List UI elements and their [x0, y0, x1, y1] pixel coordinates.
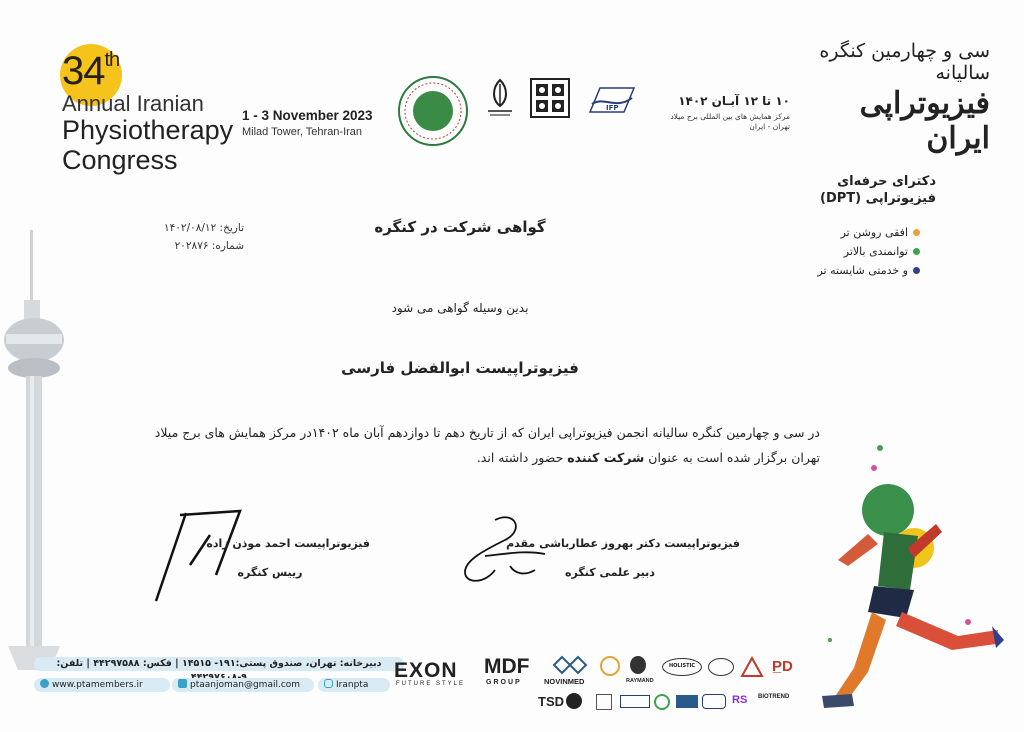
exon-tagline: FUTURE STYLE — [396, 681, 466, 687]
milad-tower-illustration — [0, 230, 80, 670]
biotrend-logo: BIOTREND — [758, 694, 790, 700]
ifp-logo — [586, 82, 638, 116]
dpt-heading — [790, 174, 936, 208]
svg-text:IFP: IFP — [606, 104, 619, 112]
bullet-label: و خدمتی شایسته تر — [817, 264, 908, 277]
certificate-paragraph — [120, 420, 820, 470]
tsd-logo: TSD — [538, 694, 564, 709]
dpt-bullet-1 — [790, 226, 920, 239]
president-name: فیزیوتراپیست احمد موذن زاده — [206, 537, 370, 550]
persian-title-line1: سی و چهارمین کنگره سالیانه — [819, 40, 990, 84]
blue-block-logo-icon — [676, 695, 698, 708]
paragraph-line1: در سی و چهارمین کنگره سالیانه انجمن فیزیوتراپی ایران که از تاریخ دهم تا دوازدهم آبان ماه ۱۴۰۲در مرکز همایش های برج میلاد — [154, 425, 820, 440]
raymand-logo-icon — [630, 656, 646, 674]
rs-logo: RS — [732, 694, 748, 706]
footer-address-bar: دبیرخانه: تهران، صندوق پستی:۱۹۱- ۱۴۵۱۵ | فکس: ۴۴۲۹۷۵۸۸ | تلفن: — [34, 657, 404, 671]
participant-name: فیزیوتراپیست ابوالفضل فارسی — [341, 359, 579, 377]
runner-illustration — [818, 440, 1008, 730]
website-link[interactable] — [34, 678, 170, 692]
certificate-number: شماره: ۲۰۲۸۷۶ — [174, 240, 244, 252]
aq-logo-icon — [702, 694, 726, 709]
novinmed-label: NOVINMED — [544, 677, 585, 686]
dpt-bullet-3 — [790, 264, 920, 277]
mdf-logo: MDF — [484, 655, 530, 678]
society-grid-logo — [530, 78, 570, 118]
scientific-secretary-signature — [455, 510, 550, 590]
orange-dot-icon — [913, 229, 920, 236]
triangle-logo-icon — [740, 656, 764, 678]
persian-title-line2: فیزیوتراپی ایران — [859, 86, 990, 156]
persian-congress-title — [800, 40, 990, 156]
mail-icon — [178, 679, 187, 688]
dpt-bullet-2 — [790, 245, 920, 258]
holistic-logo: HOLISTIC — [662, 658, 702, 676]
persian-venue — [660, 112, 790, 132]
green-dot-icon — [913, 248, 920, 255]
congress-venue: Milad Tower, Tehran-Iran — [242, 126, 363, 138]
congress-dates: 1 - 3 November 2023 — [242, 108, 373, 123]
congress-number: 34th — [62, 49, 120, 93]
ispt-logo-icon — [620, 695, 650, 708]
association-ring-icon — [400, 78, 466, 144]
header-line1: Annual Iranian — [62, 91, 204, 116]
header-line3: Congress — [62, 145, 178, 175]
mdf-group-label: GROUP — [486, 679, 522, 686]
president-role: رییس کنگره — [237, 566, 303, 579]
certificate-title: گواهی شرکت در کنگره — [374, 218, 546, 236]
globe-icon — [40, 679, 49, 688]
dpt-line2: فیزیوتراپی (DPT) — [819, 190, 936, 206]
email-link[interactable] — [172, 678, 314, 692]
bullet-label: افقی روشن تر — [840, 226, 908, 239]
instagram-link[interactable] — [318, 678, 390, 692]
physiotherapy-association-logo — [398, 76, 468, 146]
dpt-line1: دکترای حرفه‌ای — [837, 174, 936, 189]
ministry-of-health-logo — [484, 76, 516, 120]
persian-venue-line2: تهران - ایران — [749, 121, 790, 131]
website-text: www.ptamembers.ir — [52, 680, 143, 690]
circle-logo-icon — [566, 693, 582, 709]
pd-logo: P̲D — [772, 658, 793, 675]
paragraph-line2: تهران برگزار شده است به عنوان شرکت کننده حضور داشته اند. — [476, 450, 820, 465]
scientific-secretary-name: فیزیوتراپیست دکتر بهروز عطارباشی مقدم — [506, 537, 740, 550]
exon-logo: EXON — [394, 659, 458, 682]
email-text: ptaanjoman@gmail.com — [190, 680, 301, 690]
persian-venue-line1: مرکز همایش های بین المللی برج میلاد — [670, 112, 790, 121]
header-line2: Physiotherapy — [62, 115, 234, 145]
novinmed-logo-icon — [552, 654, 588, 676]
persian-dates: ۱۰ تا ۱۲ آبـان ۱۴۰۲ — [678, 94, 790, 108]
instagram-icon — [324, 679, 333, 688]
raymand-label: RAYMAND — [626, 678, 654, 684]
blue-dot-icon — [913, 267, 920, 274]
scientific-secretary-role: دبیر علمی کنگره — [565, 566, 655, 579]
green-ring-logo-icon — [654, 694, 670, 710]
certificate-date: تاریخ: ۱۴۰۲/۰۸/۱۲ — [164, 222, 244, 234]
president-signature — [150, 505, 250, 605]
sun-logo-icon — [600, 656, 620, 676]
instagram-text: Iranpta — [336, 680, 369, 690]
shield-logo-icon — [596, 694, 612, 710]
bullet-label: توانمندی بالاتر — [843, 245, 908, 258]
certificate-intro: بدین وسیله گواهی می شود — [391, 301, 529, 315]
oval-logo-icon — [708, 658, 734, 676]
